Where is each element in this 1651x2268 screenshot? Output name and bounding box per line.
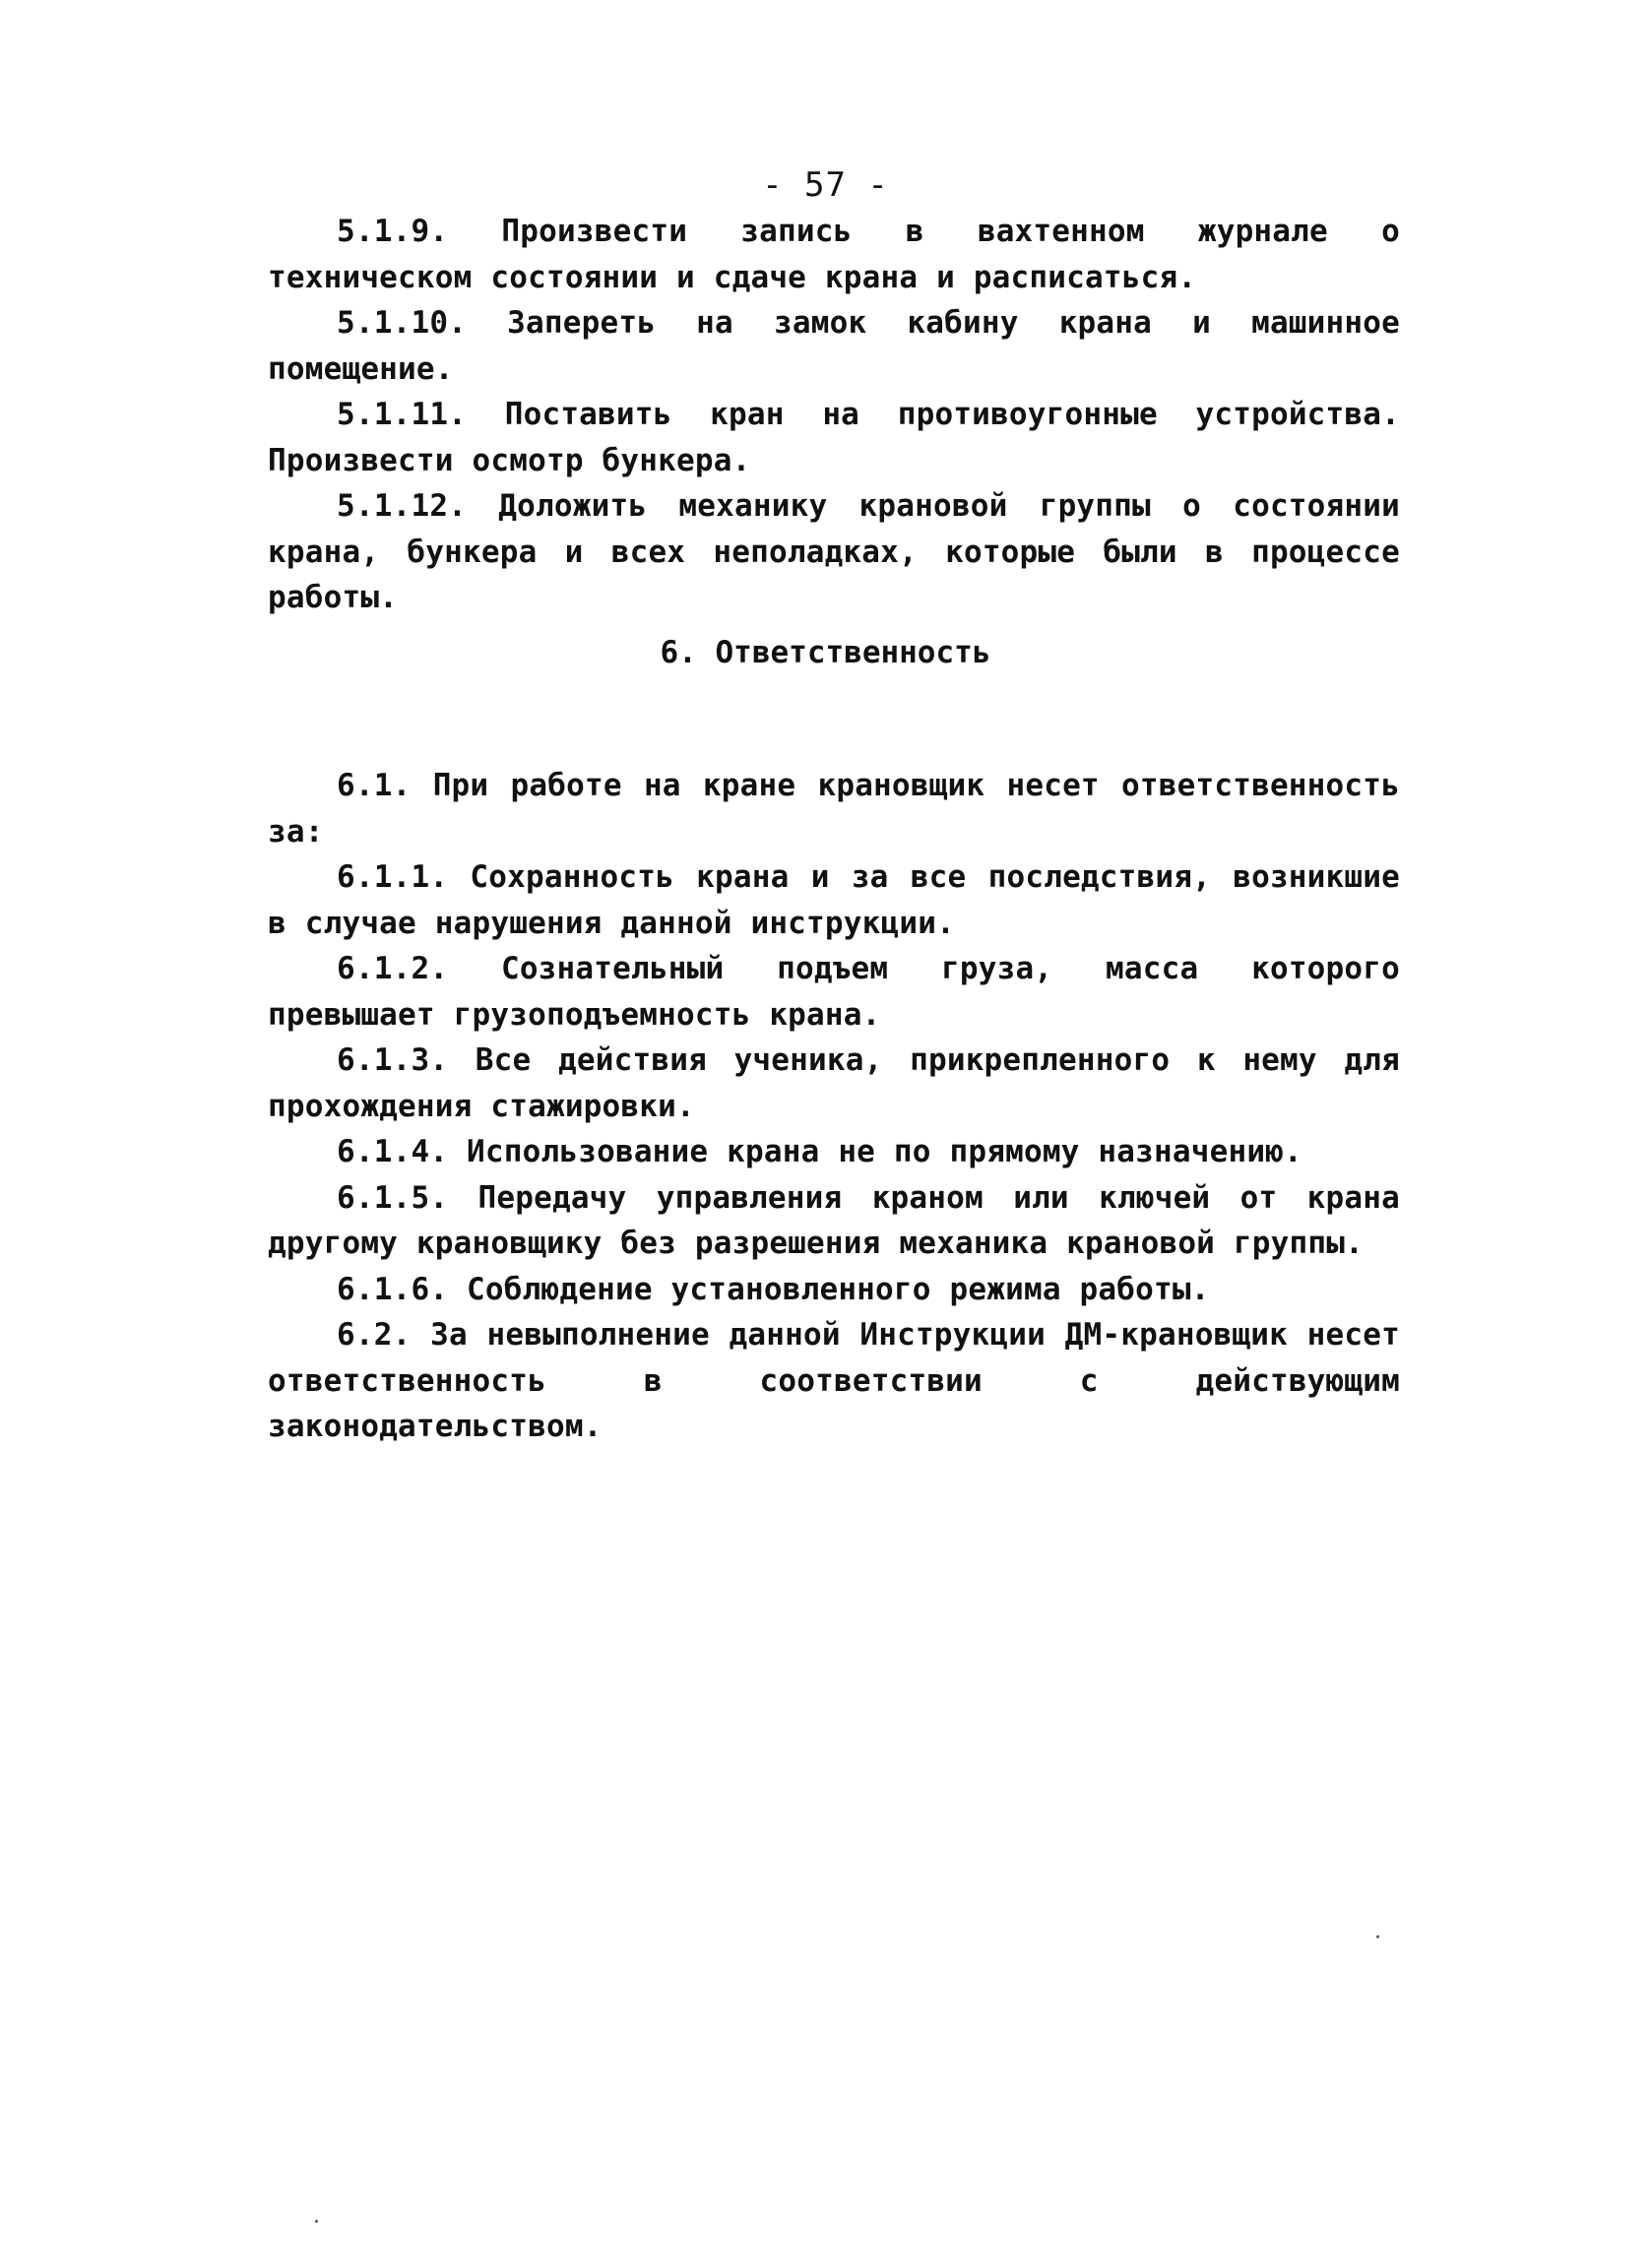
paragraph-5-1-9: 5.1.9. Произвести запись в вахтенном журнале о техническом состоянии и сдаче крана и расписаться. — [268, 214, 1400, 295]
scan-speck — [1376, 1935, 1379, 1938]
paragraph-6-1: 6.1. При работе на кране крановщик несет ответственность за: — [268, 768, 1400, 850]
paragraph-6-2: 6.2. За невыполнение данной Инструкции ДМ-крановщик несет ответственность в соответствии с действующим законодательством. — [268, 1317, 1400, 1444]
paragraph-5-1-10: 5.1.10. Запереть на замок кабину крана и машинное помещение. — [268, 305, 1400, 387]
section-5-continuation — [268, 209, 1400, 621]
paragraph-6-1-6: 6.1.6. Соблюдение установленного режима работы. — [337, 1271, 1210, 1307]
section-heading-responsibility: 6. Ответственность — [660, 635, 991, 670]
page-number: - 57 - — [762, 165, 889, 205]
paragraph-5-1-12: 5.1.12. Доложить механику крановой группы о состоянии крана, бункера и всех неполадках, которые были в процессе работы. — [268, 488, 1400, 615]
paragraph-6-1-5: 6.1.5. Передачу управления краном или ключей от крана другому крановщику без разрешения механика крановой группы. — [268, 1179, 1400, 1261]
paragraph-5-1-11: 5.1.11. Поставить кран на противоугонные устройства. Произвести осмотр бункера. — [268, 397, 1400, 478]
paragraph-6-1-2: 6.1.2. Сознательный подъем груза, масса которого превышает грузоподъемность крана. — [268, 951, 1400, 1033]
paragraph-6-1-3: 6.1.3. Все действия ученика, прикрепленного к нему для прохождения стажировки. — [268, 1042, 1400, 1124]
section-6-body — [268, 763, 1400, 1450]
scan-speck — [315, 2220, 318, 2223]
paragraph-6-1-1: 6.1.1. Сохранность крана и за все последствия, возникшие в случае нарушения данной инструкции. — [268, 859, 1400, 941]
paragraph-6-1-4: 6.1.4. Использование крана не по прямому назначению. — [337, 1134, 1302, 1169]
